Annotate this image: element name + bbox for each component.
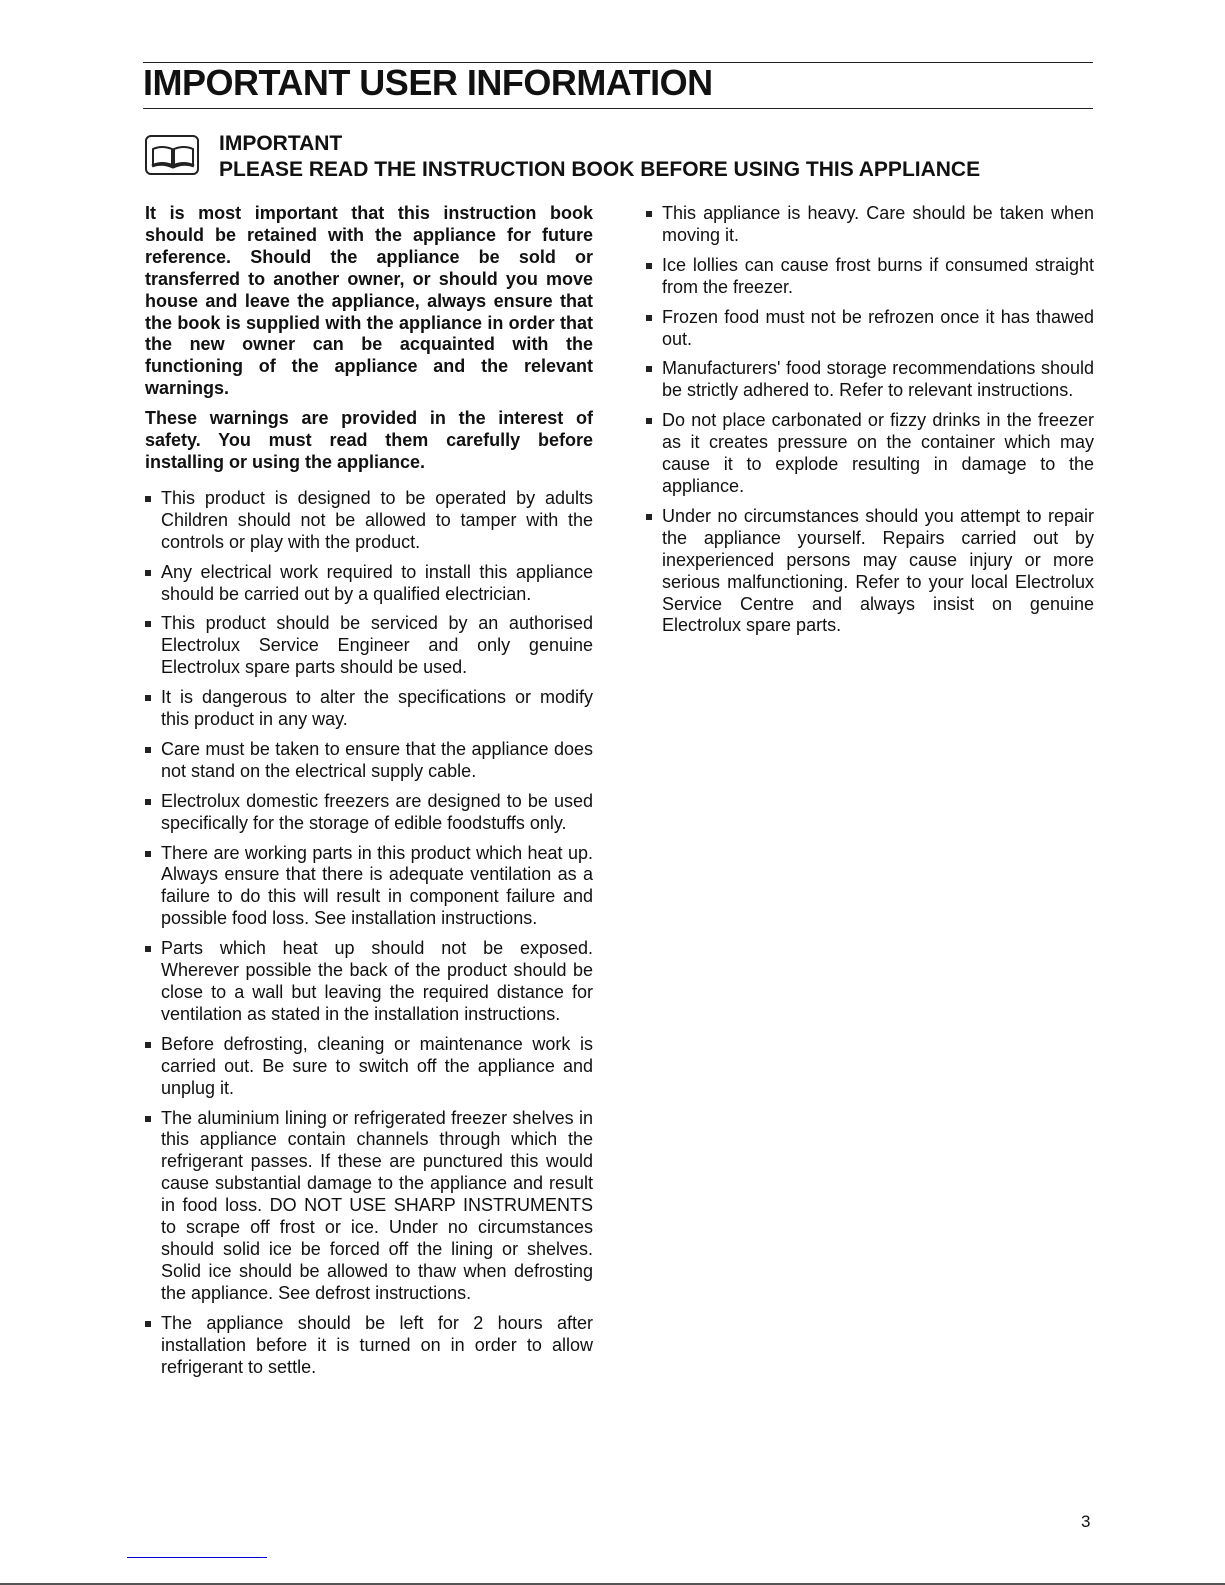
list-item: Any electrical work required to install this appliance should be carried out by a qualified electrician. <box>145 562 593 606</box>
open-book-icon <box>145 135 199 175</box>
left-column <box>145 203 593 1386</box>
list-item: Care must be taken to ensure that the appliance does not stand on the electrical supply cable. <box>145 739 593 783</box>
list-item: It is dangerous to alter the specifications or modify this product in any way. <box>145 687 593 731</box>
right-column <box>646 203 1094 645</box>
list-item: This appliance is heavy. Care should be taken when moving it. <box>646 203 1094 247</box>
list-item: The appliance should be left for 2 hours after installation before it is turned on in order to allow refrigerant to settle. <box>145 1313 593 1379</box>
list-item: Do not place carbonated or fizzy drinks in the freezer as it creates pressure on the container which may cause it to explode resulting in damage to the appliance. <box>646 410 1094 498</box>
notice-subheading: PLEASE READ THE INSTRUCTION BOOK BEFORE USING THIS APPLIANCE <box>219 158 981 181</box>
warning-list-left <box>145 488 593 1379</box>
list-item: Parts which heat up should not be exposed. Wherever possible the back of the product should be close to a wall but leaving the required distance for ventilation as stated in the installation instructions. <box>145 938 593 1026</box>
list-item: This product should be serviced by an authorised Electrolux Service Engineer and only genuine Electrolux spare parts should be used. <box>145 613 593 679</box>
intro-paragraph: These warnings are provided in the interest of safety. You must read them carefully before installing or using the appliance. <box>145 408 593 472</box>
list-item: This product is designed to be operated by adults Children should not be allowed to tamper with the controls or play with the product. <box>145 488 593 554</box>
list-item: Manufacturers' food storage recommendations should be strictly adhered to. Refer to relevant instructions. <box>646 358 1094 402</box>
page-number: 3 <box>1081 1512 1091 1531</box>
page-title: IMPORTANT USER INFORMATION <box>143 62 713 103</box>
list-item: Electrolux domestic freezers are designed to be used specifically for the storage of edible foodstuffs only. <box>145 791 593 835</box>
footer-line <box>127 1557 267 1558</box>
title-underline <box>143 108 1093 109</box>
intro-paragraph: It is most important that this instruction book should be retained with the appliance for future reference. Should the appliance be sold or transferred to another owner, or should you move house and leave the appliance, always ensure that the book is supplied with the appliance in order that the new owner can be acquainted with the functioning of the appliance and the relevant warnings. <box>145 203 593 399</box>
list-item: Ice lollies can cause frost burns if consumed straight from the freezer. <box>646 255 1094 299</box>
notice-heading: IMPORTANT <box>219 132 343 155</box>
list-item: Under no circumstances should you attempt to repair the appliance yourself. Repairs carried out by inexperienced persons may cause injury or more serious malfunctioning. Refer to your local Electrolux Service Centre and always insist on genuine Electrolux spare parts. <box>646 506 1094 637</box>
list-item: There are working parts in this product which heat up. Always ensure that there is adequate ventilation as a failure to do this will result in component failure and possible food loss. See installation instructions. <box>145 843 593 931</box>
warning-list-right <box>646 203 1094 637</box>
list-item: Before defrosting, cleaning or maintenance work is carried out. Be sure to switch off the appliance and unplug it. <box>145 1034 593 1100</box>
list-item: The aluminium lining or refrigerated freezer shelves in this appliance contain channels through which the refrigerant passes. If these are punctured this would cause substantial damage to the appliance and result in food loss. DO NOT USE SHARP INSTRUMENTS to scrape off frost or ice. Under no circumstances should solid ice be forced off the lining or shelves. Solid ice should be allowed to thaw when defrosting the appliance. See defrost instructions. <box>145 1108 593 1305</box>
list-item: Frozen food must not be refrozen once it has thawed out. <box>646 307 1094 351</box>
